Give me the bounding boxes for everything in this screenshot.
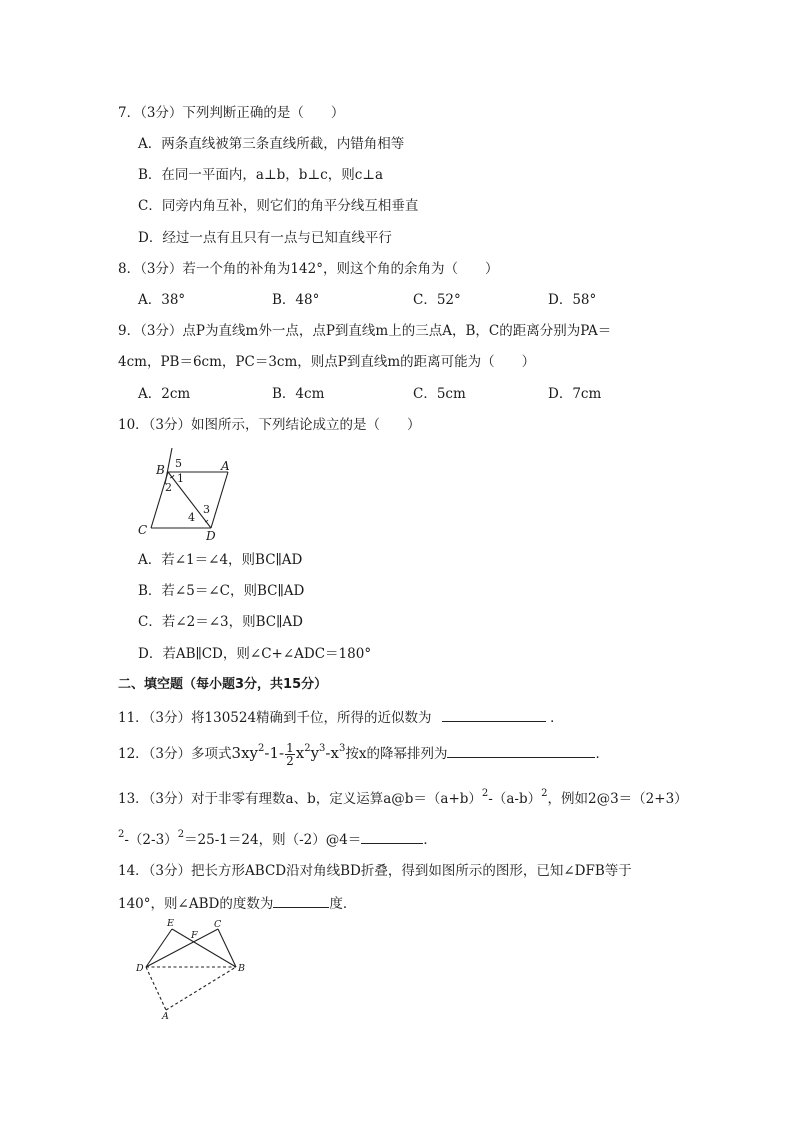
q11-end: ． [550, 710, 564, 726]
q10-angle-1: 1 [177, 472, 184, 485]
q10-option-d: D．若AB∥CD，则∠C+∠ADC＝180° [138, 646, 372, 662]
q10-label-a: A [221, 459, 230, 473]
q10-label-d: D [206, 529, 216, 543]
q9-option-c: C．5cm [413, 386, 466, 402]
q8-option-b: B．48° [272, 292, 320, 308]
q14-line1: 14．（3分）把长方形ABCD沿对角线BD折叠，得到如图所示的图形，已知∠DFB等于 [118, 863, 632, 879]
q12-term3-exponent: 3 [338, 743, 346, 754]
section-heading-fill-in: 二、填空题（每小题3分，共15分） [118, 677, 328, 692]
q14-line2-a: 140°，则∠ABD的度数为 [118, 896, 274, 912]
q14-label-e: E [167, 918, 174, 929]
q10-angle-5: 5 [175, 457, 182, 470]
q10-parallelogram-figure [132, 440, 252, 544]
q11-text: 11．（3分）将130524精确到千位，所得的近似数为 [118, 710, 432, 726]
q12-line [118, 734, 609, 769]
q12-answer-blank[interactable] [447, 743, 595, 758]
q13-line2-exp: 2 [118, 829, 125, 840]
q13-line1 [118, 785, 688, 808]
q10-angle-2: 2 [165, 481, 172, 494]
q14-line2-b: 度． [329, 896, 357, 912]
q7-option-b: B．在同一平面内，a⊥b，b⊥c，则c⊥a [138, 167, 384, 183]
q13-line2-exp2: 2 [177, 829, 185, 840]
q12-prefix: 12．（3分）多项式 [118, 746, 232, 762]
q12-fraction-den: 2 [286, 754, 294, 768]
q9-option-b: B．4cm [272, 386, 325, 402]
q8-stem: 8．（3分）若一个角的补角为142°，则这个角的余角为（ ） [118, 261, 499, 277]
q13-end: ． [423, 832, 437, 848]
q9-option-a: A．2cm [138, 386, 191, 402]
q12-fraction [285, 742, 295, 767]
q12-term2-y: y [310, 744, 320, 762]
q12-term2-x: x [295, 744, 305, 762]
q13-line2-b: ＝25-1＝24，则（-2）@4＝ [184, 832, 362, 848]
q10-option-c: C．若∠2＝∠3，则BC∥AD [138, 614, 303, 630]
q13-line2-a: -（2-3） [124, 832, 178, 848]
q10-stem: 10．（3分）如图所示，下列结论成立的是（ ） [118, 417, 421, 433]
q12-suffix: 按x的降幂排列为 [345, 746, 448, 762]
q10-option-b: B．若∠5＝∠C，则BC∥AD [138, 583, 305, 599]
q14-label-f: F [191, 930, 198, 941]
q12-term1: 3xy [231, 744, 259, 762]
q9-option-d: D．7cm [548, 386, 602, 402]
q10-label-c: C [138, 523, 148, 537]
q7-option-c: C．同旁内角互补，则它们的角平分线互相垂直 [138, 198, 419, 214]
q10-option-a: A．若∠1＝∠4，则BC∥AD [138, 552, 303, 568]
q13-line1-a: 13．（3分）对于非零有理数a、b，定义运算a@b＝（a+b） [118, 791, 482, 807]
q7-option-a: A．两条直线被第三条直线所截，内错角相等 [138, 136, 405, 152]
q12-end: ． [595, 746, 609, 762]
q14-label-c: C [214, 919, 222, 930]
q13-line2 [118, 826, 437, 849]
q13-exp2: 2 [541, 788, 548, 799]
q14-line2 [118, 893, 356, 913]
q14-label-b: B [238, 963, 245, 974]
q8-option-a: A．38° [138, 292, 186, 308]
q10-label-b: B [156, 463, 165, 477]
q13-line1-b: -（a-b） [488, 791, 542, 807]
q11-answer-blank[interactable] [442, 707, 546, 722]
q8-option-d: D．58° [548, 292, 597, 308]
q14-answer-blank[interactable] [273, 893, 329, 908]
q14-fold-figure [132, 916, 257, 1020]
q7-option-d: D．经过一点有且只有一点与已知直线平行 [138, 230, 392, 246]
q13-exp1: 2 [481, 788, 489, 799]
q10-angle-3: 3 [203, 503, 210, 516]
q12-term2-x-exponent: 2 [304, 743, 311, 754]
q12-minus1: -1- [264, 744, 285, 762]
q12-term1-exponent: 2 [258, 743, 265, 754]
q12-term3: -x [325, 744, 339, 762]
q13-answer-blank[interactable] [361, 829, 423, 844]
q10-angle-4: 4 [188, 511, 195, 524]
q12-fraction-num: 1 [286, 741, 294, 755]
q9-stem-line2: 4cm，PB＝6cm，PC＝3cm，则点P到直线m的距离可能为（ ） [118, 354, 536, 370]
q7-stem: 7．（3分）下列判断正确的是（ ） [118, 105, 345, 121]
q14-label-d: D [136, 963, 144, 974]
q9-stem-line1: 9．（3分）点P为直线m外一点，点P到直线m上的三点A，B，C的距离分别为PA＝ [118, 323, 612, 339]
q14-label-a: A [162, 1011, 169, 1020]
q13-line1-c: ，例如2@3＝（2+3） [547, 791, 688, 807]
q11-line [118, 707, 564, 727]
q8-option-c: C．52° [413, 292, 461, 308]
q12-term2-y-exponent: 3 [319, 743, 326, 754]
